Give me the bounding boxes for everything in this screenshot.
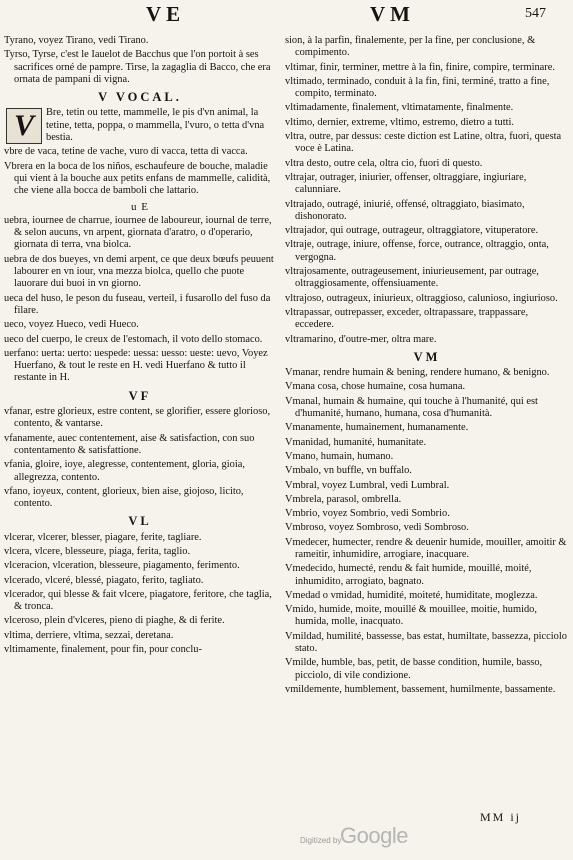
right-column bbox=[285, 35, 569, 698]
dictionary-entry: vltimamente, finalement, pour fin, pour conclu- bbox=[4, 644, 202, 656]
dictionary-entry: vltrajado, outragé, iniurié, offensé, oltraggiato, biasimato, dishonorato. bbox=[285, 198, 525, 222]
dropcap-entry bbox=[4, 107, 276, 144]
dictionary-entry: vltimado, terminado, conduit à la fin, fini, terminé, tratto a fine, compito, terminato. bbox=[285, 75, 550, 100]
dictionary-entry: vlceroso, plein d'vlceres, pieno di piaghe, & di ferite. bbox=[4, 615, 225, 627]
dictionary-entry: Vmbral, voyez Lumbral, vedi Lumbral. bbox=[285, 479, 450, 491]
dictionary-entry: vltra desto, outre cela, oltra cio, fuori di questo. bbox=[285, 157, 483, 169]
dictionary-entry: Vmanidad, humanité, humanitate. bbox=[285, 436, 427, 448]
dictionary-entry: Vbrera en la boca de los niños, eschaufeure de bouche, maladie qui vient à la bouche aux petits enfans de mammelle, calidità, che viene alla bocca de bamboli che lattario. bbox=[4, 160, 271, 197]
page-number: 547 bbox=[525, 6, 546, 21]
dictionary-entry: vfano, ioyeux, content, glorieux, bien aise, giojoso, licito, contento. bbox=[4, 485, 244, 510]
dictionary-entry: vlceracion, vlceration, blesseure, piagamento, ferimento. bbox=[4, 560, 240, 572]
dictionary-entry: vltimar, finir, terminer, mettre à la fin, finire, compire, terminare. bbox=[285, 61, 555, 73]
dictionary-entry: ueco del cuerpo, le creux de l'estomach, il voto dello stomaco. bbox=[4, 333, 263, 345]
dictionary-entry: Vmana cosa, chose humaine, cosa humana. bbox=[285, 381, 466, 393]
dictionary-entry: vltra, outre, par dessus: ceste diction est Latine, oltra, fuori, questa voce è Latina. bbox=[285, 131, 562, 155]
dictionary-entry: Vmido, humide, moite, mouillé & mouillee, moitie, humido, humida, molle, inacquato. bbox=[285, 604, 537, 628]
dictionary-entry: vfanamente, auec contentement, aise & satisfaction, con suo contentamento & satisfattione. bbox=[4, 432, 255, 456]
dictionary-entry: uerfano: uerta: uerto: uespede: uessa: uesso: ueste: uevo, Voyez Huerfano, & tout le reste en H. vedi Huerfano & tutto il restante in H. bbox=[4, 347, 268, 384]
dictionary-entry: vltrajar, outrager, iniurier, offenser, oltraggiare, ingiuriare, calunniare. bbox=[285, 171, 527, 196]
section-heading: VF bbox=[128, 388, 152, 403]
dictionary-entry: Vmbalo, vn buffle, vn buffalo. bbox=[285, 465, 412, 477]
dictionary-entry: Vmedad o vmidad, humidité, moiteté, humiditate, moglezza. bbox=[285, 589, 538, 601]
dictionary-entry: vltimadamente, finalement, vltimatamente, finalmente. bbox=[285, 102, 514, 114]
dictionary-entry: Vmilde, humble, bas, petit, de basse condition, humile, basso, picciolo, di vile condizione. bbox=[285, 657, 543, 681]
dictionary-entry: sion, à la parfin, finalemente, per la fine, per conclusione, & compimento. bbox=[285, 35, 536, 59]
signature-mark: MM ij bbox=[480, 810, 522, 824]
subsection-heading: u E bbox=[131, 200, 149, 213]
dictionary-entry: Vmildad, humilité, bassesse, bas estat, humiltate, bassezza, picciolo stato. bbox=[285, 630, 567, 655]
left-column bbox=[4, 35, 276, 658]
dictionary-entry: vbre de vaca, tetine de vache, vuro di vacca, tetta di vacca. bbox=[4, 146, 248, 158]
dictionary-entry: uebra, iournee de charrue, iournee de laboureur, iournal de terre, & selon aucuns, vn arpent, giornata d'aratro, o d'operario, giornata di terra, vna biolca. bbox=[4, 214, 272, 251]
section-heading: VM bbox=[413, 349, 441, 364]
dictionary-entry: vltrajoso, outrageux, iniurieux, oltraggioso, calunioso, ingiurioso. bbox=[285, 292, 558, 304]
dictionary-entry: vlcerado, vlceré, blessé, piagato, ferito, tagliato. bbox=[4, 574, 204, 586]
running-head-left: VE bbox=[146, 2, 186, 26]
dropcap-ornament: V bbox=[6, 108, 42, 144]
dictionary-entry: Bre, tetin ou tette, mammelle, le pis d'vn animal, la tetine, tetta, poppa, o mammella, l'vuro, o tetta d'vna bestia. bbox=[46, 107, 265, 144]
dictionary-entry: vltramarino, d'outre-mer, oltra mare. bbox=[285, 333, 437, 345]
dictionary-entry: Vmano, humain, humano. bbox=[285, 450, 394, 462]
dictionary-entry: Vmedecido, humecté, rendu & fait humide, mouillé, moité, inhumidito, arrogiato, bagnato. bbox=[285, 563, 532, 587]
dictionary-entry: Vmanamente, humainement, humanamente. bbox=[285, 422, 469, 434]
dictionary-entry: vlcera, vlcere, blesseure, piaga, ferita, taglio. bbox=[4, 545, 191, 557]
dictionary-entry: vltrajador, qui outrage, outrageur, oltraggiatore, vituperatore. bbox=[285, 225, 539, 237]
dictionary-entry: Tyrano, voyez Tirano, vedi Tirano. bbox=[4, 35, 149, 46]
section-heading: V VOCAL. bbox=[98, 90, 182, 105]
dictionary-entry: vmildemente, humblement, bassement, humilmente, bassamente. bbox=[285, 683, 556, 695]
digitized-by-text: Digitized by bbox=[300, 836, 342, 845]
dictionary-entry: Vmbrela, parasol, ombrella. bbox=[285, 493, 402, 505]
dictionary-entry: vltimo, dernier, extreme, vltimo, estremo, dietro a tutti. bbox=[285, 116, 514, 128]
section-heading: VL bbox=[128, 514, 152, 529]
dictionary-entry: ueco, voyez Hueco, vedi Hueco. bbox=[4, 319, 139, 331]
dictionary-entry: vlcerador, qui blesse & fait vlcere, piagatore, feritore, che taglia, & tronca. bbox=[4, 588, 272, 613]
dictionary-entry: vlcerar, vlcerer, blesser, piagare, ferite, tagliare. bbox=[4, 531, 202, 543]
dictionary-entry: vltima, derriere, vltima, sezzai, deretana. bbox=[4, 629, 174, 641]
dictionary-entry: Vmedecer, humecter, rendre & deuenir humide, mouiller, amoitir & rameitir, inhumidire, arrogiare, inacquare. bbox=[285, 536, 567, 560]
dictionary-entry: vfania, gloire, ioye, alegresse, contentement, gloria, gioia, allegrezza, contento. bbox=[4, 459, 245, 483]
dictionary-entry: vfanar, estre glorieux, estre content, se glorifier, essere glorioso, contento, & vantarse. bbox=[4, 406, 271, 430]
dictionary-entry: uebra de dos bueyes, vn demi arpent, ce que deux bœufs peuuent labourer en vn iour, vna mezza biolca, quello che puote lauorare dui buoi in vn giorno. bbox=[4, 253, 274, 290]
dictionary-entry: Vmbrio, voyez Sombrio, vedi Sombrio. bbox=[285, 508, 450, 520]
google-watermark: Google bbox=[340, 823, 408, 848]
dictionary-entry: vltrapassar, outrepasser, exceder, oltrapassare, trappassare, eccedere. bbox=[285, 306, 529, 331]
dictionary-entry: vltrajosamente, outrageusement, iniurieusement, par outrage, oltraggiosamente, offensiuamente. bbox=[285, 266, 539, 290]
dictionary-entry: Vmanar, rendre humain & bening, rendere humano, & benigno. bbox=[285, 367, 550, 379]
dictionary-entry: Vmbroso, voyez Sombroso, vedi Sombroso. bbox=[285, 522, 469, 534]
dictionary-entry: vltraje, outrage, iniure, offense, force, outrance, oltraggio, onta, vergogna. bbox=[285, 239, 549, 263]
dictionary-entry: ueca del huso, le peson du fuseau, verteil, i fusarollo del fuso da filare. bbox=[4, 292, 271, 316]
dictionary-entry: Vmanal, humain & humaine, qui touche à l'humanité, qui est d'humanité, humano, humana, cosa d'humanità. bbox=[285, 395, 538, 420]
dictionary-entry: Tyrso, Tyrse, c'est le Iauelot de Bacchus que l'on portoit à ses sacrifices orné de pampre. Tirse, la zagaglia di Bacco, che era ornata de pampani di vigna. bbox=[4, 49, 271, 85]
running-head-right: VM bbox=[370, 2, 415, 26]
